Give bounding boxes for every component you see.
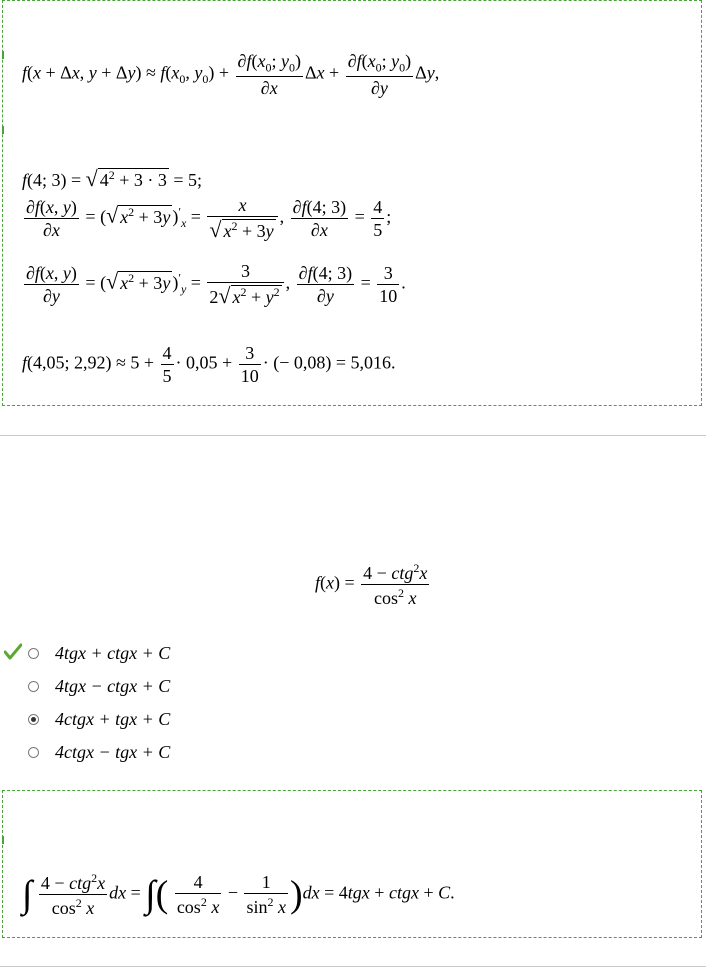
radio-button[interactable] — [28, 681, 39, 692]
box-marker — [2, 51, 4, 59]
answer-option-3[interactable] — [28, 709, 170, 729]
correct-check-icon — [4, 643, 22, 661]
approximation-result: f(4,05; 2,92) ≈ 5 + $\frac{4}{5}$ · 0,05 + $\frac{3}{10}$ · (− 0,08) = 5,016. — [22, 343, 396, 386]
option-label: 4tgx − ctgx + C — [55, 675, 171, 696]
box-marker — [2, 126, 4, 134]
approximation-formula: f(x + Δx, $y + \Delta y) \approx f(x_0$, $y_0$) + $\frac{\partial f(x_0; y_0)}{\partial x}$ Δx + $\frac{\partial f(x_0; y_0)}{\partial y}$ Δy, — [22, 51, 440, 98]
answer-option-4[interactable] — [28, 742, 170, 762]
radio-button[interactable] — [28, 747, 39, 758]
divider — [0, 966, 706, 967]
partial-x-line: $\frac{\partial f(x, y)}{\partial x}$ = (√ $x^2 + 3y$ )$'_x$ = $\frac{x}{√ x^2 + 3y}$ , $\frac{\partial f(4; 3)}{\partial x}$ = $\frac{4}{5}$ ; — [26, 195, 392, 242]
option-label: 4ctgx + tgx + C — [55, 708, 171, 729]
divider — [0, 435, 706, 436]
answer-option-2[interactable] — [28, 676, 170, 696]
radio-button-selected[interactable] — [28, 714, 39, 725]
answer-option-1[interactable] — [28, 643, 170, 663]
integral-solution: ∫ $\frac{4 - ctg^2x}{\cos^2 x}$ dx = ∫( $\frac{4}{\cos^2 x}$ − $\frac{1}{\sin^2 x}$ )dx = 4tgx + ctgx + C. — [22, 871, 455, 918]
option-label: 4tgx + ctgx + C — [55, 642, 171, 663]
value-at-point: f(4; 3) = √ $4^2 + 3 \cdot 3 = 5$; — [22, 166, 203, 191]
question-function: f(x) = $\frac{4 - ctg^2x}{\cos^2 x}$ — [315, 561, 428, 608]
box-marker — [2, 836, 4, 844]
option-label: 4ctgx − tgx + C — [55, 741, 171, 762]
partial-y-line: $\frac{\partial f(x, y)}{\partial y}$ = (√ $x^2 + 3y$ )$'_y$ = $\frac{3}{2√ x^2 + y^2}$ , $\frac{\partial f(4; 3)}{\partial y}$ = $\frac{3}{10}$ . — [26, 261, 406, 308]
radio-button[interactable] — [28, 648, 39, 659]
